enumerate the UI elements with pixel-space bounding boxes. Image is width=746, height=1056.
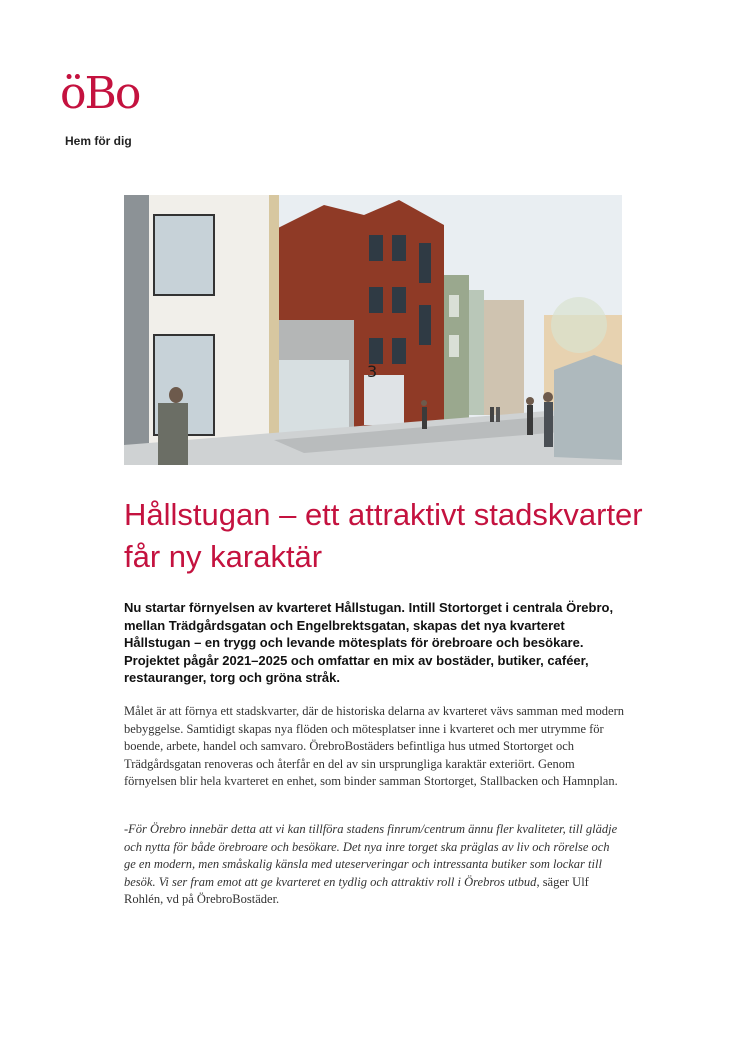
article-title: Hållstugan – ett attraktivt stadskvarter får ny karaktär [124,497,643,574]
article-quote [124,821,624,909]
quote-text: -För Örebro innebär detta att vi kan tillföra stadens finrum/centrum ännu fler kvaliteter, till glädje och nytta för både örebroare och besökare. Det nya inre torget ska präglas av liv och rörelse och ge en modern, men småskalig känsla med uteserveringar och intressanta butiker som lockar till besök. Vi ser fram emot att ge kvarteret en tydlig och attraktiv roll i Örebros utbud [124,822,618,889]
logo-wordmark: öBo [60,68,140,119]
hero-image [124,195,622,465]
architectural-rendering [124,195,622,465]
logo-tagline: Hem för dig [65,134,132,148]
article-body: Målet är att förnya ett stadskvarter, där de historiska delarna av kvarteret vävs samman med modern bebyggelse. Samtidigt skapas nya flöden och mötesplatser inne i kvarteret och mer utrymme för boende, arbete, handel och samvaro. ÖrebroBostäders befintliga hus utmed Stortorget och Trädgårdsgatan renoveras och återfår en del av sin ursprungliga karaktär exteriört. Genom förnyelsen blir hela kvarteret en enhet, som binder samman Stortorget, Stallbacken och Hamnplan. [124,704,625,789]
article-lead: Nu startar förnyelsen av kvarteret Hållstugan. Intill Stortorget i centrala Örebro, mellan Trädgårdsgatan och Engelbrektsgatan, skapas det nya kvarteret Hållstugan – en trygg och levande mötesplats för örebroare och besökare. Projektet pågår 2021–2025 och omfattar en mix av bostäder, butiker, caféer, restauranger, torg och gröna stråk. [124,600,614,685]
quote-attribution: , säger Ulf Rohlén, vd på ÖrebroBostäder. [124,874,589,907]
building-number: 3 [367,362,378,381]
